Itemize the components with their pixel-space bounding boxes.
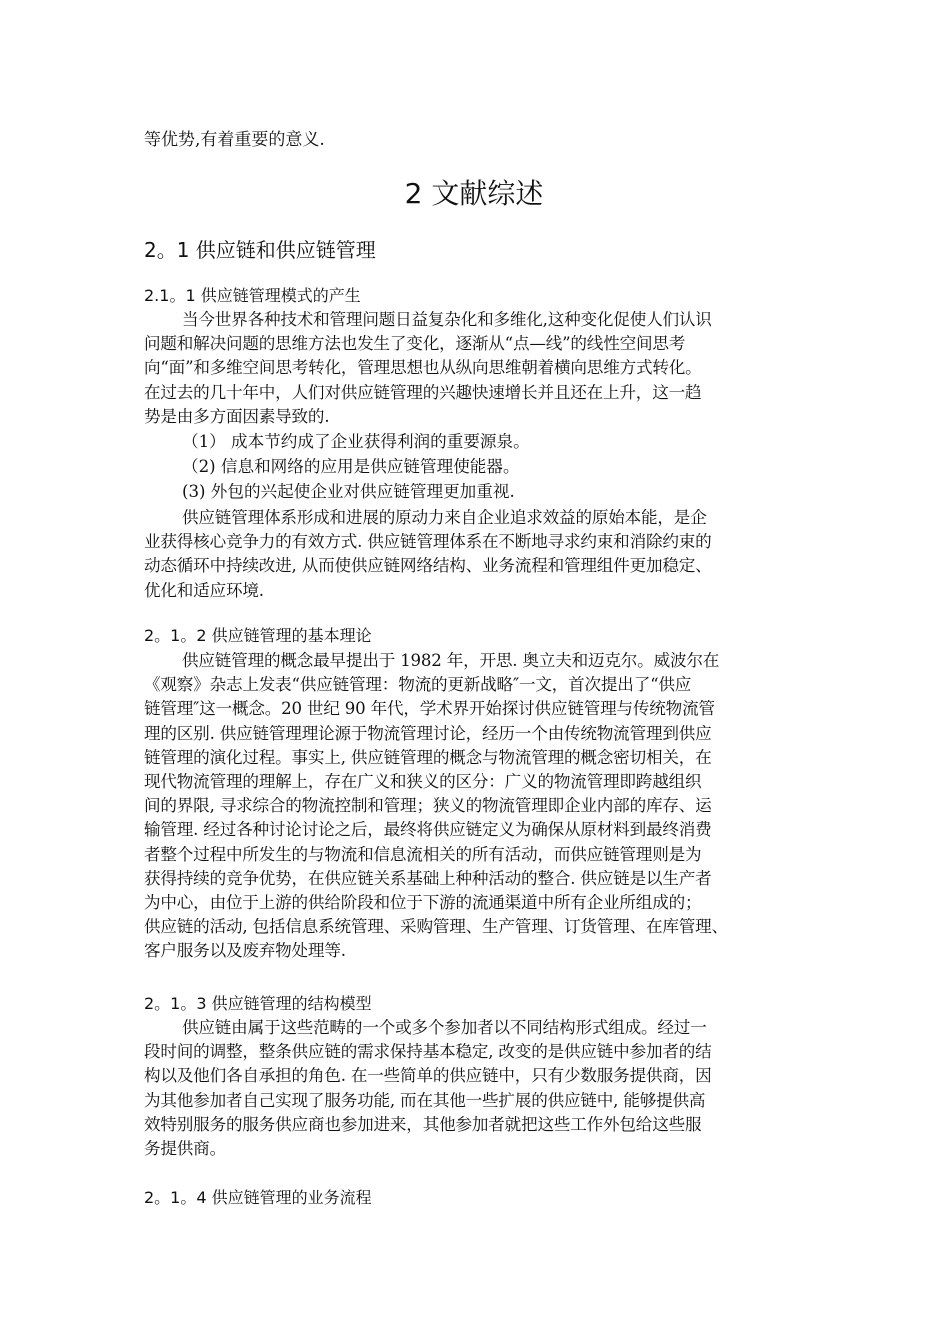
paragraph-line: 构以及他们各自承担的角色. 在一些简单的供应链中，只有少数服务提供商，因: [144, 1066, 712, 1086]
paragraph-line: 间的界限, 寻求综合的物流控制和管理；狭义的物流管理即企业内部的库存、运: [144, 796, 712, 816]
paragraph: [144, 1016, 816, 1161]
paragraph-line: 供应链管理体系形成和进展的原动力来自企业追求效益的原始本能，是企: [182, 508, 707, 527]
subsection-title: 2。1。3 供应链管理的结构模型: [144, 994, 372, 1013]
chapter-title: 2 文献综述: [404, 177, 544, 210]
paragraph-line: 在过去的几十年中，人们对供应链管理的兴趣快速增长并且还在上升，这一趋: [144, 382, 702, 402]
subsection-title: 2。1。4 供应链管理的业务流程: [144, 1188, 372, 1207]
paragraph-line: 现代物流管理的理解上，存在广义和狭义的区分：广义的物流管理即跨越组织: [144, 772, 702, 792]
subsection-title: 2.1。1 供应链管理模式的产生: [144, 286, 361, 305]
list-item: （1） 成本节约成了企业获得利润的重要源泉。: [182, 432, 530, 451]
document-page: [144, 0, 816, 1344]
paragraph-line: 者整个过程中所发生的与物流和信息流相关的所有活动，而供应链管理则是为: [144, 844, 702, 864]
paragraph-line: 为其他参加者自己实现了服务功能, 而在其他一些扩展的供应链中, 能够提供高: [144, 1090, 706, 1110]
paragraph-line: 当今世界各种技术和管理问题日益复杂化和多维化,这种变化促使人们认识: [182, 310, 712, 329]
paragraph-line: 向“面”和多维空间思考转化，管理思想也从纵向思维朝着横向思维方式转化。: [144, 358, 702, 378]
paragraph-line: 供应链由属于这些范畴的一个或多个参加者以不同结构形式组成。经过一: [182, 1018, 707, 1037]
paragraph-line: 势是由多方面因素导致的.: [144, 406, 330, 426]
paragraph-line: 供应链的活动, 包括信息系统管理、采购管理、生产管理、订货管理、在库管理、: [144, 917, 728, 937]
paragraph-line: 业获得核心竞争力的有效方式. 供应链管理体系在不断地寻求约束和消除约束的: [144, 532, 712, 552]
list-item: (3) 外包的兴起使企业对供应链管理更加重视.: [182, 482, 515, 501]
paragraph-line: 理的区别. 供应链管理理论源于物流管理讨论，经历一个由传统物流管理到供应: [144, 723, 712, 743]
paragraph-line: 优化和适应环境.: [144, 580, 264, 600]
subsection-title: 2。1。2 供应链管理的基本理论: [144, 626, 372, 645]
section-title: 2。1 供应链和供应链管理: [144, 238, 376, 262]
list-item: （2) 信息和网络的应用是供应链管理使能器。: [182, 457, 520, 476]
paragraph-line: 客户服务以及废弃物处理等.: [144, 941, 346, 961]
paragraph: [144, 649, 816, 964]
paragraph: [144, 308, 816, 429]
paragraph-line: 为中心，由位于上游的供给阶段和位于下游的流通渠道中所有企业所组成的；: [144, 893, 702, 913]
paragraph-line: 务提供商。: [144, 1139, 226, 1159]
paragraph-line: 效特别服务的服务供应商也参加进来，其他参加者就把这些工作外包给这些服: [144, 1114, 702, 1134]
paragraph-line: 链管理的演化过程。事实上, 供应链管理的概念与物流管理的概念密切相关，在: [144, 747, 712, 767]
paragraph-line: 链管理″这一概念。20 世纪 90 年代，学术界开始探讨供应链管理与传统物流管: [144, 699, 715, 719]
paragraph-line: 动态循环中持续改进, 从而使供应链网络结构、业务流程和管理组件更加稳定、: [144, 556, 712, 576]
paragraph-line: 供应链管理的概念最早提出于 1982 年，开思. 奥立夫和迈克尔。威波尔在: [182, 651, 720, 670]
paragraph: [144, 506, 816, 603]
paragraph-line: 输管理. 经过各种讨论讨论之后，最终将供应链定义为确保从原材料到最终消费: [144, 820, 712, 840]
paragraph-line: 《观察》杂志上发表“供应链管理：物流的更新战略″一文，首次提出了“供应: [144, 675, 692, 695]
paragraph-line: 获得持续的竞争优势，在供应链关系基础上种种活动的整合. 供应链是以生产者: [144, 868, 712, 888]
paragraph-line: 段时间的调整，整条供应链的需求保持基本稳定, 改变的是供应链中参加者的结: [144, 1042, 712, 1062]
continued-text: 等优势,有着重要的意义.: [144, 130, 325, 150]
paragraph-line: 问题和解决问题的思维方法也发生了变化，逐渐从“点—线”的线性空间思考: [144, 334, 686, 354]
